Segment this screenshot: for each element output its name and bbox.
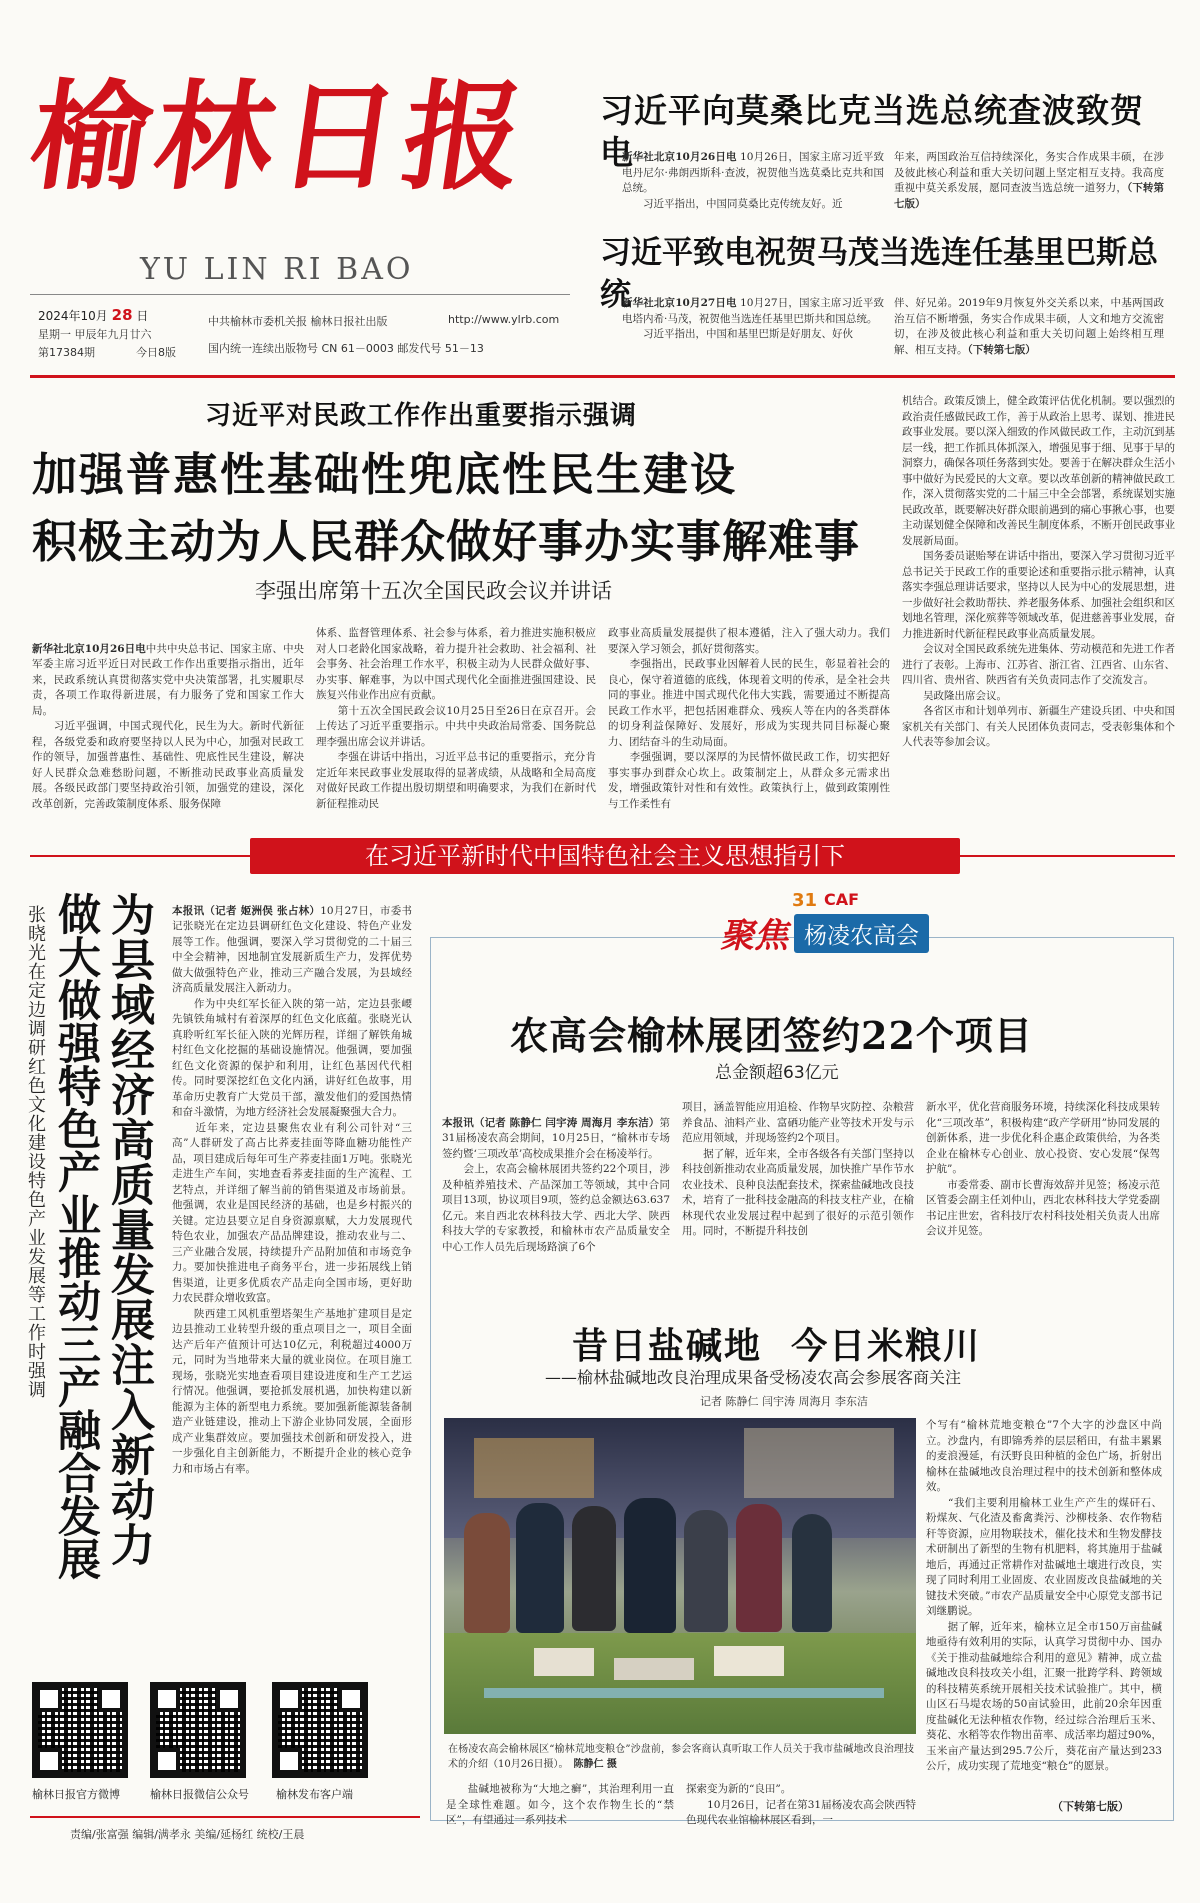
story1-headline[interactable]: 农高会榆林展团签约22个项目	[510, 1013, 1033, 1058]
qr-app[interactable]	[272, 1682, 368, 1778]
lead-col-2: 体系、监督管理体系、社会参与体系，着力推进实施积极应对人口老龄化国家战略，着力提升社会救助、社会福利、社会事务、社会治理工作水平，积极主动为人民群众做好事、办实事、解难事，为以中国式现代化全面推进强国建设、民族复兴伟业作出应有贡献。 第十五次全国民政会议10月25日至26日在京召开。会上传达了习近平重要指示。中共中央政治局常委、国务院总理李强出席会议并讲话。 李强在讲话中指出，习近平总书记的重要指示，充分肯定近年来民政事业发展取得的显著成绩，从战略和全局高度对做好民政工作提出殷切期望和明确要求，为我们在新时代新征程推动民	[316, 627, 596, 810]
top-news-2-body-right: 伴、好兄弟。2019年9月恢复外交关系以来，中基两国政治互信不断增强，务实合作成果丰硕，人文和地方交流密切，在涉及彼此核心利益和重大关切问题上始终相互理解、相互支持。（下转第七版）	[894, 297, 1164, 356]
top-news-1	[600, 90, 1175, 240]
lead-kicker: 习近平对民政工作作出重要指示强调	[205, 401, 638, 431]
story2-byline: 记者 陈静仁 闫宇涛 周海月 李东洁	[700, 1395, 868, 1408]
lead-subhead: 李强出席第十五次全国民政会议并讲话	[255, 579, 612, 603]
masthead	[22, 68, 582, 218]
lead-col-4: 机结合。政策反馈上，健全政策评估优化机制。要以强烈的政治责任感做民政工作，善于从政治上思考、谋划、推进民政事业发展。要以深入细致的作风做民政工作，主动沉到基层一线，把工作抓具体抓深入，增强见事于细、见事于早的洞察力，确保各项任务落到实处。要善于在解决群众生活小事中做好为民爱民的大文章。要以改革创新的精神做民政工作，深入贯彻落实党的二十届三中全会部署，系统谋划实施民政改革，既要解决好群众眼前遇到的痛心事揪心事，也要主动谋划健全保障和改善民生制度体系，不断开创民政事业发展新局面。 国务委员谌贻琴在讲话中指出，要深入学习贯彻习近平总书记关于民政工作的重要论述和重要指示批示精神，认真落实李强总理讲话要求，坚持以人民为中心的发展思想，进一步做好社会救助帮扶、养老服务体系、加强社会组织和区划地名管理，深化殡葬等领域改革，促进慈善事业发展，奋力推进新时代新征程民政事业高质量发展。 会议对全国民政系统先进集体、劳动模范和先进工作者进行了表彰。上海市、江苏省、浙江省、江西省、山东省、四川省、贵州省、陕西省有关负责同志作了交流发言。 吴政隆出席会议。 各省区市和计划单列市、新疆生产建设兵团、中央和国家机关有关部门、有关人民团体负责同志，受表彰集体和个人代表等参加会议。	[902, 395, 1175, 748]
left-story-body: 本报讯（记者 姬洲俣 张占林）10月27日，市委书记张晓光在定边县调研红色文化建设、特色产业发展等工作。他强调，要深入学习贯彻党的二十届三中全会精神，因地制宜发展新质生产力，发挥优势做大做强特色产业，推动三产融合发展，为县域经济高质量发展注入新动力。 作为中央红军长征入陕的第一站，定边县张崾先镇铁角城村有着深厚的红色文化底蕴。张晓光认真聆听红军长征入陕的光辉历程，详细了解铁角城村红色文化挖掘的基础设施情况。他强调，要加强红色文化资源的保护和利用，让红色基因代代相传。同时要深挖红色文化内涵，讲好红色故事，用革命历史教育广大党员干部，激发他们的爱国热情和奋斗激情，为地方经济社会发展凝聚强大合力。 近年来，定边县聚焦农业有利公司针对“三高”人群研发了高占比荞麦挂面等降血糖功能性产品，项目建成后每年可生产荞麦挂面1万吨。张晓光走进生产车间，实地查看荞麦挂面的生产流程、工艺特点，并详细了解当前的销售渠道及市场前景。他强调，农业是国民经济的基础，也是乡村振兴的关键。定边县要立足自身资源禀赋，大力发展现代特色农业，加强农产品品牌建设，推动农业与二、三产业融合发展，持续提升产品附加值和市场竞争力。要加快推进电子商务平台，进一步拓展线上销售渠道，让更多优质农产品走向全国市场，更好助力农民群众增收致富。 陕西建工风机重塑塔架生产基地扩建项目是定边县推动工业转型升级的重点项目之一，项目全面达产后年产值预计可达10亿元，利税超过4000万元，同时为当地带来大量的就业岗位。在项目施工现场，张晓光实地查看项目建设进度和生产工艺运行情况。他强调，要抢抓发展机遇，加快构建以新能源为主体的新型电力系统。要加强新能源装备制造产业链建设，推动上下游企业协同发展，全面形成产业集群效应。要加强技术创新和研发投入，进一步强化自主创新能力，不断提升企业的核心竞争力和市场占有率。	[172, 904, 412, 1475]
story1-col-3: 新水平，优化营商服务环境，持续深化科技成果转化“三项改革”，积极构建“政产学研用”协同发展的创新体系，进一步优化科企惠企政策供给，为各类企业在榆林专心创业、放心投资、安心发展“保驾护航”。 市委常委、副市长曹海效辞并见签；杨凌示范区管委会副主任刘仲山，西北农林科技大学党委副书记庄世宏，省科技厅农村科技处相关负责人出席会议并见签。	[926, 1101, 1160, 1237]
feature-logo-jujiao: 聚焦	[720, 916, 788, 956]
qr-weibo[interactable]	[32, 1682, 128, 1778]
top-news-1-continued: （下转第七版）	[894, 182, 1165, 210]
story1-col-2: 项目，涵盖智能应用追检、作物旱灾防控、杂粮营养食品、油料产业、富硒功能产业等技术开发与示范应用领域，并现场签约2个项目。 据了解，近年来，全市各级各有关部门坚持以科技创新推动农业高质量发展，加快推广旱作节水农业技术、良种良法配套技术，探索盐碱地改良技术，培育了一批科技金融高的科技支柱产业，在榆林现代农业发展过程中起到了很好的示范引领作用。同时，不断提升科技创	[682, 1101, 914, 1237]
masthead-pinyin: YU LIN RI BAO	[140, 252, 414, 287]
feature-logo	[720, 890, 960, 970]
story2-headline[interactable]: 昔日盐碱地 今日米粮川	[572, 1325, 982, 1367]
left-story-byline: 本报讯（记者 姬洲俣 张占林）	[172, 904, 321, 917]
story1-subhead: 总金额超63亿元	[715, 1063, 839, 1083]
top-news-1-body-left: 10月26日，国家主席习近平致电丹尼尔·弗朗西斯科·查波，祝贺他当选莫桑比克共和国总统。 习近平指出，中国同莫桑比克传统友好。近	[622, 151, 884, 210]
weekday: 星期一 甲辰年九月廿六	[38, 328, 152, 341]
story2-col-right: 个写有“榆林荒地变粮仓”7个大字的沙盘区中尚立。沙盘内，有即锦秀养的层层稻田，有盐丰累累的麦浪漫延，有沃野良田种植的金色广场，折射出榆林在盐碱地改良治理过程中的技术创新和整体成效。 “我们主要利用榆林工业生产产生的煤矸石、粉煤灰、气化渣及畜禽粪污、沙柳枝条、农作物秸秆等资源，应用物联技术，催化技术和生物发酵技术研制出了新型的生物有机肥料，将其施用于盐碱地后，再通过正常耕作对盐碱地土壤进行改良，实现了同时利用工业固废、农业固废改良盐碱地的关键技术突破。”市农产品质量安全中心原党支部书记刘继鹏说。 据了解，近年来，榆林立足全市150万亩盐碱地亟待有效利用的实际，认真学习贯彻中办、国办《关于推动盐碱地综合利用的意见》精神，成立盐碱地改良科技攻关小组，汇聚一批跨学科、跨领域的科技精英系统开展相关技术试验推广。其中，横山区石马堤农场的50亩试验田，此前20余年因重度盐碱化无法种植农作物，经过综合治理后玉米、葵花、水稻等农作物出苗率、成活率均超过90%，玉米亩产量达到295.7公斤，葵花亩产量达到233公斤，成功实现了荒地变“粮仓”的愿景。	[926, 1419, 1162, 1772]
left-story-headline-2[interactable]	[48, 892, 104, 1672]
theme-ribbon: 在习近平新时代中国特色社会主义思想指引下	[250, 838, 960, 874]
date-suffix: 日	[136, 309, 149, 323]
expo-photo	[444, 1418, 916, 1734]
date-day: 28	[111, 306, 133, 324]
cn-number: 国内统一连续出版物号 CN 61－0003 邮发代号 51－13	[208, 342, 484, 355]
date-prefix: 2024年10月	[38, 309, 108, 323]
lead-headline-2[interactable]: 积极主动为人民群众做好事办实事解难事	[32, 515, 861, 568]
story1-byline: 本报讯（记者 陈静仁 闫宇涛 周海月 李东洁）	[442, 1116, 660, 1129]
left-headline-col2-text: 做大做强特色产业推动三产融合发展	[51, 892, 101, 1580]
qr-wechat[interactable]	[150, 1682, 246, 1778]
top-news-2-continued: （下转第七版）	[967, 343, 1036, 356]
story2-subhead: ——榆林盐碱地改良治理成果备受杨凌农高会参展客商关注	[545, 1368, 962, 1387]
photo-credit: 陈静仁 摄	[573, 1759, 617, 1770]
top-news-2-headline[interactable]: 习近平致电祝贺马茂当选连任基里巴斯总统	[600, 235, 1158, 313]
top-news-2-body-left: 10月27日，国家主席习近平致电塔内希·马茂，祝贺他当选连任基里巴斯共和国总统。 习近平指出，中国和基里巴斯是好朋友、好伙	[622, 297, 884, 340]
story2-col-left: 盐碱地被称为“大地之癣”，其治理利用一直是全球性难题。如今，这个农作物生长的“禁区”，有望通过一系列技术	[446, 1783, 674, 1826]
issue-date	[38, 306, 148, 324]
top-news-1-headline[interactable]: 习近平向莫桑比克当选总统查波致贺电	[600, 91, 1144, 172]
lead-dateline: 新华社北京10月26日电	[32, 642, 146, 655]
lead-col-1: 新华社北京10月26日电中共中央总书记、国家主席、中央军委主席习近平近日对民政工作作出重要指示指出，近年来，民政系统认真贯彻落实党中央决策部署，扎实履职尽责，各项工作取得新进展，有力服务了党和国家工作大局。 习近平强调，中国式现代化，民生为大。新时代新征程，各级党委和政府要坚持以人民为中心，加强对民政工作的领导，加强普惠性、基础性、兜底性民生建设，解决好人民群众急难愁盼问题，不断推动民政事业高质量发展。各级民政部门要坚持政治引领，加强党的建设，深化改革创新，完善政策制度体系、服务保障	[32, 642, 305, 810]
feature-logo-badge: 31	[792, 890, 818, 911]
top-news-1-dateline: 新华社北京10月26日电	[622, 151, 737, 163]
feature-logo-caf: CAF	[824, 890, 860, 909]
feature-logo-title: 杨凌农高会	[794, 914, 929, 953]
masthead-title: 榆林日报	[22, 67, 538, 206]
left-headline-col1-text: 为县域经济高质量发展注入新动力	[103, 892, 154, 1567]
left-story-headline-1[interactable]	[100, 892, 156, 1672]
publisher: 中共榆林市委机关报 榆林日报社出版	[208, 315, 388, 328]
qr-label-wechat: 榆林日报微信公众号	[150, 1788, 249, 1801]
top-news-1-body-right: 年来，两国政治互信持续深化，务实合作成果丰硕，在涉及彼此核心利益和重大关切问题上坚定相互支持。我高度重视中莫关系发展，愿同查波当选总统一道努力，（下转第七版）	[894, 151, 1165, 210]
photo-caption: 在杨凌农高会榆林展区“榆林荒地变粮仓”沙盘前，参会客商认真听取工作人员关于我市盐碱地改良治理技术的介绍（10月26日摄）。 陈静仁 摄	[448, 1744, 914, 1770]
qr-label-app: 榆林发布客户端	[276, 1788, 353, 1801]
left-subhead-text: 张晓光在定边调研红色文化建设特色产业发展等工作时强调	[25, 905, 46, 1399]
website-url[interactable]: http://www.ylrb.com	[448, 313, 560, 326]
qr-label-weibo: 榆林日报官方微博	[32, 1788, 120, 1801]
story1-col-1: 本报讯（记者 陈静仁 闫宇涛 周海月 李东洁）第31届杨凌农高会期间，10月25日，“榆林市专场签约暨‘三项改革’高校成果推介会在杨凌举行。 会上，农高会榆林展团共签约22个项目，涉及种植养殖技术、产品深加工等领域，其中合同项目13项，协议项目9项，签约总金额达63.637亿元。来自西北农林科技大学、西北大学、陕西科技大学的专家教授，和榆林市农产品质量安全中心工作人员先后现场路演了6个	[442, 1116, 670, 1253]
top-news-2	[600, 232, 1175, 382]
editor-credits: 责编/张富强 编辑/满孝永 美编/延杨红 统校/王晨	[70, 1828, 305, 1841]
page-count: 今日8版	[136, 346, 176, 359]
left-story-subhead	[22, 905, 48, 1545]
story2-continued[interactable]: （下转第七版）	[1052, 1800, 1129, 1813]
top-news-2-dateline: 新华社北京10月27日电	[622, 297, 737, 309]
story2-col-mid: 探索变为新的“良田”。 10月26日，记者在第31届杨凌农高会陕西特色现代农业馆榆林展区看到，一	[686, 1783, 916, 1826]
lead-headline-1[interactable]: 加强普惠性基础性兜底性民生建设	[32, 448, 738, 501]
lead-col-3: 政事业高质量发展提供了根本遵循，注入了强大动力。我们要深入学习领会，抓好贯彻落实。 李强指出，民政事业因解着人民的民生，彰显着社会的良心，保守着道德的底线，体现着文明的传承，是全社会共同的事业。推进中国式现代化伟大实践，需要通过不断提高民政工作水平，把包括困难群众、残疾人等在内的各类群体的切身利益保障好、发展好，形成为实现共同目标凝心聚力、团结奋斗的生动局面。 李强强调，要以深厚的为民情怀做民政工作，切实把好事实事办到群众心坎上。政策制定上，从群众多元需求出发，增强政策针对性和有效性。政策执行上，做到政策刚性与工作柔性有	[608, 627, 890, 810]
issue-number: 第17384期	[38, 346, 95, 359]
